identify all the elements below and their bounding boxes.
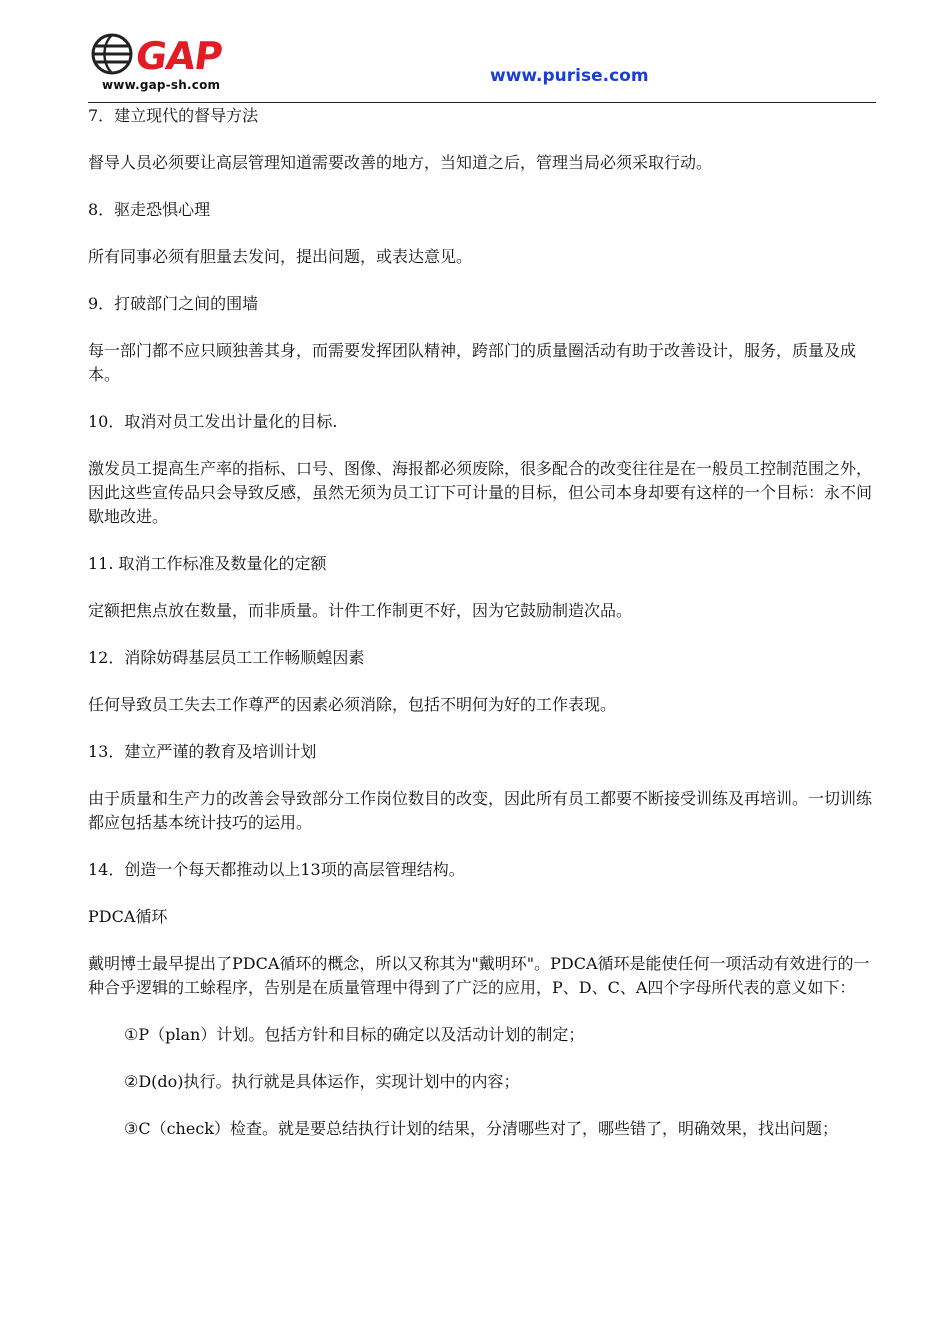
- paragraph: 定额把焦点放在数量，而非质量。计件工作制更不好，因为它鼓励制造次品。: [88, 601, 633, 620]
- section-heading: 12．消除妨碍基层员工工作畅顺蝗因素: [88, 648, 365, 667]
- paragraph: 每一部门都不应只顾独善其身，而需要发挥团队精神，跨部门的质量圈活动有助于改善设计，服务，质量及成本。: [88, 341, 857, 384]
- paragraph: 戴明博士最早提出了PDCA循环的概念，所以又称其为"戴明环"。PDCA循环是能使任何一项活动有效进行的一种合乎逻辑的工蜍程序，告别是在质量管理中得到了广泛的应用，P、D、C、A四个字母所代表的意义如下：: [88, 954, 870, 997]
- list-item: ②D(do)执行。执行就是具体运作，实现计划中的内容；: [124, 1072, 520, 1091]
- section-heading: 14．创造一个每天都推动以上13项的高层管理结构。: [88, 860, 465, 879]
- section-heading: 13．建立严谨的教育及培训计划: [88, 742, 317, 761]
- paragraph: 所有同事必须有胆量去发问，提出问题，或表达意见。: [88, 247, 473, 266]
- section-heading: PDCA循环: [88, 907, 168, 926]
- page-header: [88, 28, 876, 103]
- paragraph: 督导人员必须要让高层管理知道需要改善的地方，当知道之后，管理当局必须采取行动。: [88, 153, 713, 172]
- globe-icon: [90, 32, 134, 76]
- list-item: ③C（check）检查。就是要总结执行计划的结果，分清哪些对了，哪些错了，明确效果，找出问题；: [124, 1119, 838, 1138]
- section-heading: 10．取消对员工发出计量化的目标.: [88, 412, 338, 431]
- logo-wordmark: GAP: [132, 34, 225, 78]
- section-heading: 9．打破部门之间的围墙: [88, 294, 259, 313]
- paragraph: 由于质量和生产力的改善会导致部分工作岗位数目的改变，因此所有员工都要不断接受训练及再培训。一切训练都应包括基本统计技巧的运用。: [88, 789, 873, 832]
- section-heading: 8．驱走恐惧心理: [88, 200, 211, 219]
- document-body: [88, 104, 878, 1164]
- paragraph: 激发员工提高生产率的指标、口号、图像、海报都必须废除，很多配合的改变往往是在一般员工控制范围之外，因此这些宣传品只会导致反感，虽然无须为员工订下可计量的目标，但公司本身却要有这样的一个目标：永不间歇地改进。: [88, 459, 873, 526]
- section-heading: 7．建立现代的督导方法: [88, 106, 259, 125]
- gap-logo: [88, 28, 258, 94]
- paragraph: 任何导致员工失去工作尊严的因素必须消除，包括不明何为好的工作表现。: [88, 695, 617, 714]
- logo-url: www.gap-sh.com: [102, 78, 221, 92]
- list-item: ①P（plan）计划。包括方针和目标的确定以及活动计划的制定；: [124, 1025, 585, 1044]
- site-url[interactable]: www.purise.com: [490, 66, 649, 86]
- section-heading: 11. 取消工作标准及数量化的定额: [88, 554, 327, 573]
